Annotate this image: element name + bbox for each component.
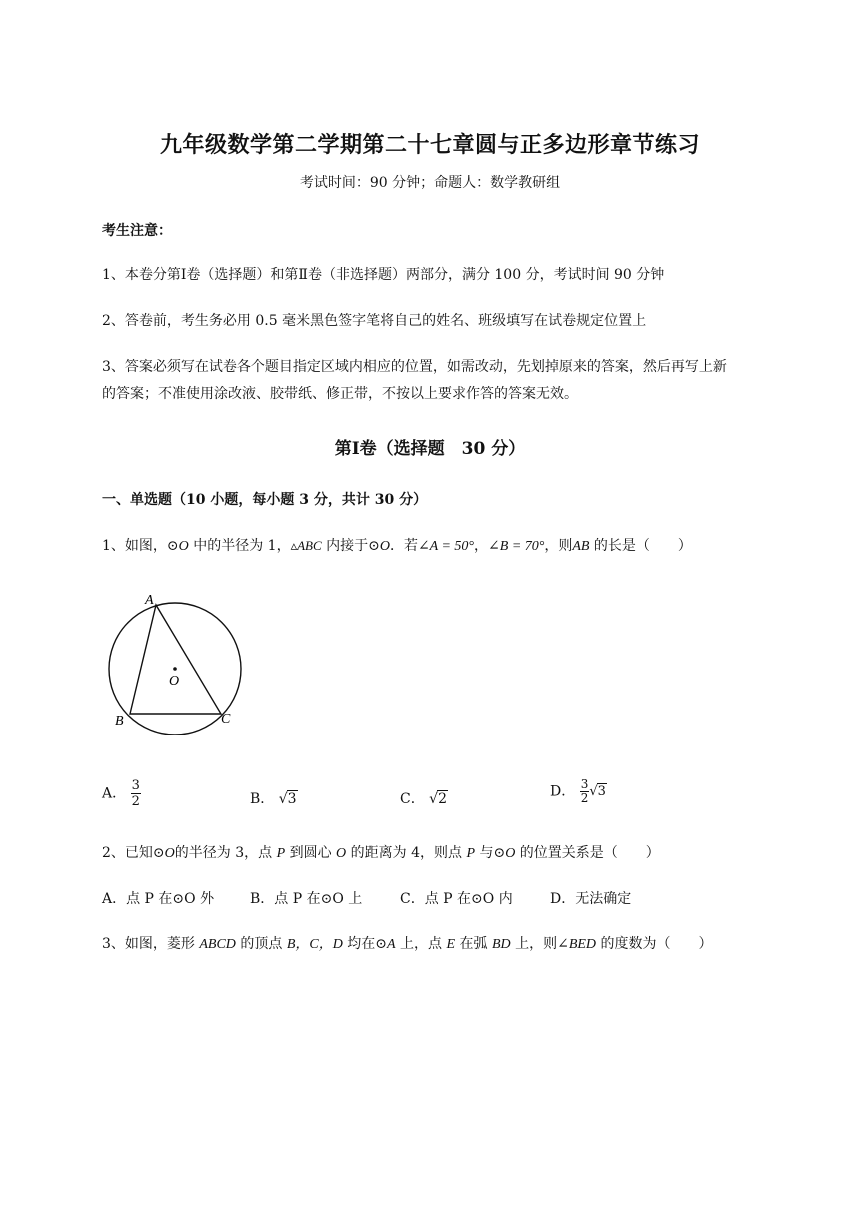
- q2-text: 到圆心: [285, 845, 337, 861]
- sqrt: [589, 784, 607, 799]
- q2-option-d[interactable]: D．无法确定: [550, 891, 632, 907]
- q2-var: O: [505, 846, 516, 861]
- q2-option-b[interactable]: B．点 P 在⊙O 上: [250, 891, 363, 907]
- radical-sign: √: [429, 791, 439, 807]
- q1-triangle: ▵ABC: [290, 538, 322, 553]
- label-a: A: [145, 593, 154, 608]
- page-title: 九年级数学第二学期第二十七章圆与正多边形章节练习: [159, 132, 700, 158]
- q3-text: 上，则∠: [510, 936, 569, 952]
- q3-var: ABCD: [199, 937, 236, 952]
- notice-item-3-line-2: 的答案；不准使用涂改液、胶带纸、修正带，不按以上要求作答的答案无效。: [102, 386, 578, 402]
- numerator: 3: [580, 777, 589, 791]
- question-3: [102, 933, 712, 953]
- q3-text: 3、如图，菱形: [102, 936, 200, 952]
- q3-var: A: [387, 937, 396, 952]
- q1-text: ，则: [544, 538, 573, 554]
- q2-text: 的半径为 3，点: [174, 845, 277, 861]
- label-o: O: [169, 674, 180, 689]
- q2-var: P: [466, 846, 475, 861]
- radicand: 3: [597, 784, 606, 799]
- sqrt: [279, 791, 298, 807]
- q1-text: 中的半径为 1，: [188, 538, 291, 554]
- section-title: 第Ⅰ卷（选择题 30 分）: [334, 439, 526, 459]
- radicand: 3: [287, 791, 297, 807]
- q3-text: 的顶点: [235, 936, 287, 952]
- q1-option-b[interactable]: [250, 788, 298, 808]
- sqrt: [429, 791, 448, 807]
- radical-sign: √: [278, 791, 288, 807]
- q2-var: O: [164, 846, 175, 861]
- fraction: [580, 778, 590, 805]
- q2-var: P: [276, 846, 286, 861]
- q1-option-c[interactable]: [400, 788, 448, 808]
- radical-sign: √: [589, 784, 598, 799]
- q1-circle-o: ⊙O: [368, 539, 390, 554]
- q2-text: 2、已知⊙: [102, 845, 165, 861]
- part-heading: 一、单选题（10 小题，每小题 3 分，共计 30 分）: [102, 492, 428, 508]
- q1-segment-ab: AB: [572, 539, 590, 554]
- notice-item-2: 2、答卷前，考生务必用 0.5 毫米黑色签字笔将自己的姓名、班级填写在试卷规定位置上: [102, 313, 647, 329]
- q1-text: 1、如图，: [102, 538, 167, 554]
- fraction: [131, 778, 141, 809]
- denominator: 2: [131, 794, 140, 809]
- center-point: [173, 667, 177, 671]
- q3-text: 的度数为（ ）: [596, 936, 713, 952]
- q1-angle-b: ∠B = 70°: [488, 539, 545, 554]
- option-letter: C．: [400, 791, 425, 807]
- triangle-abc: [130, 605, 221, 714]
- exam-info: 考试时间：90 分钟；命题人：数学教研组: [299, 175, 561, 191]
- q2-text: 与⊙: [475, 845, 506, 861]
- q1-option-d[interactable]: [550, 778, 607, 805]
- question-2: [102, 842, 660, 862]
- q3-var: BED: [568, 937, 597, 952]
- q1-figure: [100, 585, 250, 735]
- label-b: B: [115, 714, 124, 729]
- q3-text: 在弧: [455, 936, 492, 952]
- option-letter: B．: [250, 791, 275, 807]
- denominator: 2: [580, 791, 589, 805]
- q2-text: 的位置关系是（ ）: [515, 845, 660, 861]
- option-letter: D．: [550, 783, 576, 800]
- label-c: C: [221, 712, 231, 727]
- q1-circle-o: ⊙O: [166, 539, 189, 554]
- q2-option-c[interactable]: C．点 P 在⊙O 内: [400, 891, 513, 907]
- q1-text: ，: [474, 538, 489, 554]
- q3-var: BD: [491, 937, 511, 952]
- question-1: [102, 535, 692, 555]
- q3-text: 上，点: [395, 936, 447, 952]
- q2-text: 的距离为 4，则点: [346, 845, 467, 861]
- q1-text: ．若: [389, 538, 418, 554]
- notice-heading: 考生注意：: [102, 223, 172, 239]
- q3-text: 均在⊙: [342, 936, 388, 952]
- q1-option-a[interactable]: [102, 778, 141, 809]
- radicand: 2: [438, 791, 448, 807]
- q2-option-a[interactable]: A．点 P 在⊙O 外: [102, 891, 215, 907]
- q2-var: O: [336, 846, 347, 861]
- q1-text: 内接于: [321, 538, 369, 554]
- q1-angle-a: ∠A = 50°: [417, 539, 475, 554]
- q3-var: E: [446, 937, 456, 952]
- option-letter: A．: [102, 785, 127, 802]
- q3-var: B，C，D: [286, 937, 343, 952]
- notice-item-3-line-1: 3、答案必须写在试卷各个题目指定区域内相应的位置，如需改动，先划掉原来的答案，然后再写上新: [102, 359, 727, 375]
- numerator: 3: [131, 778, 140, 793]
- q1-text: 的长是（ ）: [589, 538, 692, 554]
- notice-item-1: 1、本卷分第Ⅰ卷（选择题）和第Ⅱ卷（非选择题）两部分，满分 100 分，考试时间 90 分钟: [102, 267, 665, 283]
